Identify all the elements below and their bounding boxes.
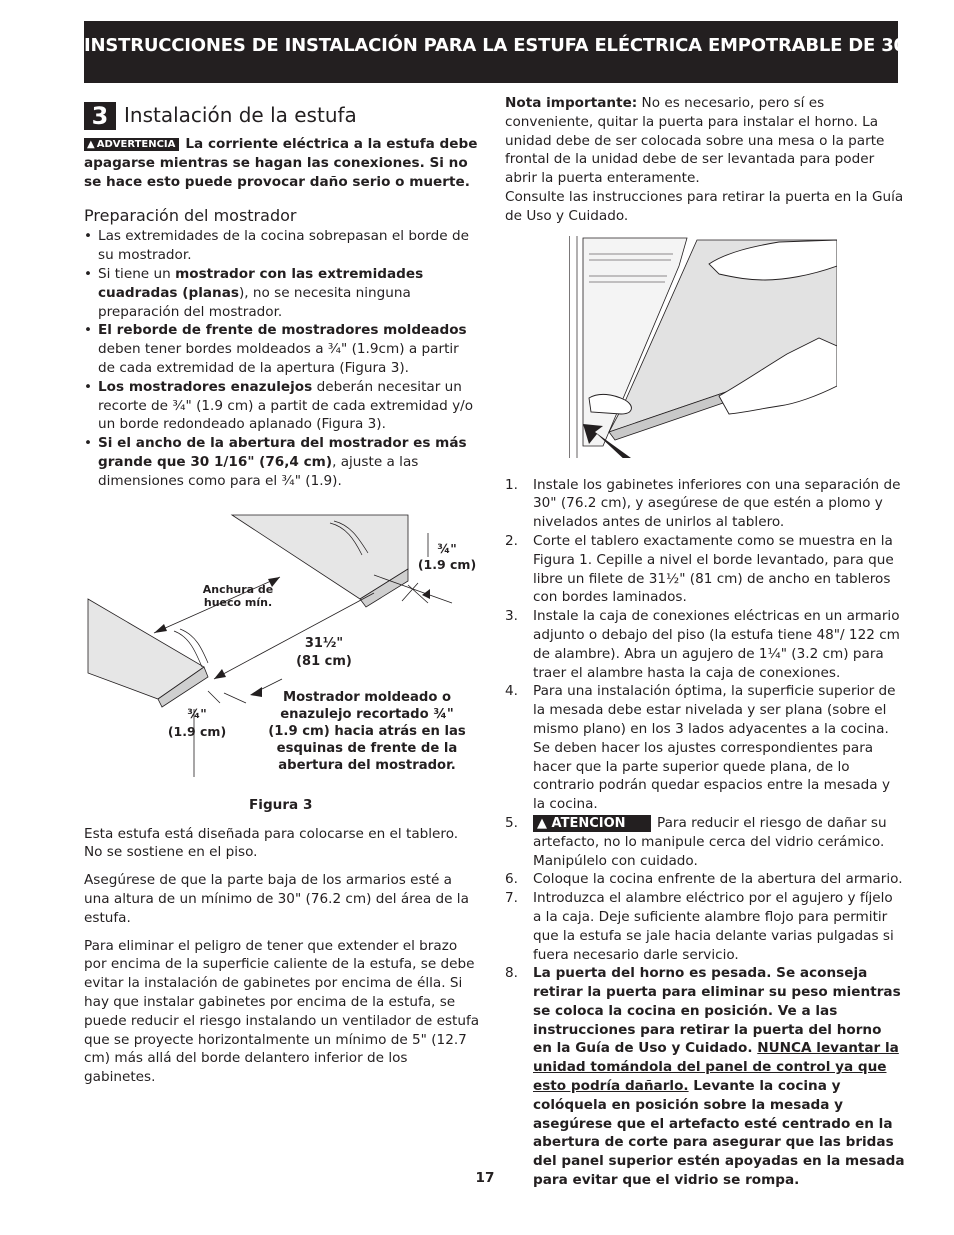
important-note: Nota importante: No es necesario, pero sí es conveniente, quitar la puerta para instalar el horno. La unidad debe de ser colocada sobre una mesa o la parte frontal de la unidad debe de ser levantada para poder abrir la puerta enteramente.	[505, 95, 885, 187]
warning-text: La corriente eléctrica a la estufa debe apagarse mientras se hagan las conexiones. Si no se hace esto puede provocar daño serio o muerte.	[84, 136, 478, 190]
prep-heading: Preparación del mostrador	[84, 206, 297, 226]
label-left-dimension: ¾" (1.9 cm)	[167, 705, 227, 739]
page-header	[84, 21, 916, 83]
list-item: • Si el ancho de la abertura del mostrador es más grande que 30 1/16" (76,4 cm), ajuste a las dimensiones como para el ¾" (1.9).	[84, 434, 480, 490]
section-heading	[84, 98, 480, 128]
page-number: 17	[475, 1170, 495, 1186]
list-item: 5. ▲ ATENCION Para reducir el riesgo de dañar su artefacto, no lo manipule cerca del vidrio cerámico. Manipúlelo con cuidado.	[505, 814, 887, 869]
warning-icon: ▲	[537, 815, 547, 831]
oven-door-illustration	[569, 236, 837, 458]
label-countertop-note: Mostrador moldeado o enazulejo recortado ¾" (1.9 cm) hacia atrás en las esquinas de frente de la abertura del mostrador.	[268, 689, 466, 774]
list-item: 6. Coloque la cocina enfrente de la abertura del armario.	[505, 871, 903, 888]
list-item: • Las extremidades de la cocina sobrepasan el borde de su mostrador.	[84, 227, 480, 265]
left-column	[84, 98, 480, 1087]
install-steps	[505, 476, 905, 1190]
list-item: • El reborde de frente de mostradores moldeados deben tener bordes moldeados a ¾" (1.9cm) a partir de cada extremidad de la apertura (Figura 3).	[84, 321, 480, 377]
label-opening-width: 31½" (81 cm)	[296, 635, 352, 669]
list-item: 3. Instale la caja de conexiones eléctricas en un armario adjunto o debajo del piso (la estufa tiene 48"/ 122 cm de alambre). Abra un agujero de 1¼" (3.2 cm) para traer el alambre hasta la caja de conexiones.	[505, 608, 900, 681]
paragraph: Para eliminar el peligro de tener que extender el brazo por encima de la superficie caliente de la estufa, se debe evitar la instalación de gabinetes por encima de élla. Si hay que instalar gabinetes por encima de la estufa, se puede reducir el riesgo instalando un ventilador de estufa que se proyecte horizontalmente un mínimo de 5" (12.7 cm) más allá del borde delantero inferior de los gabinetes.	[84, 937, 480, 1086]
label-top-dimension: ¾" (1.9 cm)	[417, 540, 477, 572]
warning-badge: ▲ ADVERTENCIA	[84, 138, 179, 151]
list-item: 8. La puerta del horno es pesada. Se aconseja retirar la puerta para eliminar su peso mientras se coloca la cocina en posición. Ve a las instrucciones para retirar la puerta del horno en la Guía de Uso y Cuidado. NUNCA levantar la unidad tomándola del panel de control ya que esto podría dañarlo. Levante la cocina y colóquela en posición sobre la mesada y asegúrese que el artefacto esté centrado en la abertura de corte para asegurar que las bridas del panel superior estén apoyadas en la mesada para evitar que el vidrio se rompa.	[505, 965, 905, 1189]
list-item: 4. Para una instalación óptima, la superficie superior de la mesada debe estar nivelada y ser plana (sobre el mismo plano) en los 3 lados adyacentes a la cocina. Se deben hacer los ajustes correspondientes para hacer que la parte superior quede plana, de lo contrario podrán quedar espacios entre la mesada y la cocina.	[505, 683, 896, 813]
paragraph: Asegúrese de que la parte baja de los armarios esté a una altura de un mínimo de 30" (76.2 cm) del área de la estufa.	[84, 872, 469, 926]
figure-3	[84, 503, 480, 803]
list-item: 7. Introduzca el alambre eléctrico por el agujero y fíjelo a la caja. Deje suficiente alambre flojo para permitir que la estufa se jale hacia delante varias pulgadas si fuera necesario darle servicio.	[505, 890, 894, 963]
list-item: 2. Corte el tablero exactamente como se muestra en la Figura 1. Cepille a nivel el borde levantado, para que libre un filete de 31½" (81 cm) de ancho en tableros con bordes laminados.	[505, 532, 894, 606]
label-min-width: Anchura de hueco mín.	[202, 582, 274, 609]
note-reference: Consulte las instrucciones para retirar la puerta en la Guía de Uso y Cuidado.	[505, 188, 904, 224]
list-item: 1. Instale los gabinetes inferiores con una separación de 30" (76.2 cm), y asegúrese de que estén a plomo y nivelados antes de unirlos al tablero.	[505, 476, 901, 531]
section-title: Instalación de la estufa	[124, 103, 357, 127]
section-number: 3	[84, 102, 116, 130]
right-column	[505, 94, 905, 1190]
caution-badge: ▲ ATENCION	[533, 815, 651, 832]
header-title: INSTRUCCIONES DE INSTALACIÓN PARA LA ESTUFA ELÉCTRICA EMPOTRABLE DE 30"	[84, 35, 916, 56]
list-item: • Si tiene un mostrador con las extremidades cuadradas (planas), no se necesita ninguna preparación del mostrador.	[84, 265, 480, 321]
list-item: • Los mostradores enazulejos deberán necesitar un recorte de ¾" (1.9 cm) a partit de cada extremidad y/o un borde redondeado aplanado (Figura 3).	[84, 378, 480, 434]
warning-block	[84, 135, 480, 191]
figure-caption: Figura 3	[249, 796, 313, 813]
warning-icon: ▲	[87, 139, 95, 150]
prep-list	[84, 227, 480, 490]
paragraph: Esta estufa está diseñada para colocarse en el tablero. No se sostiene en el piso.	[84, 825, 459, 861]
